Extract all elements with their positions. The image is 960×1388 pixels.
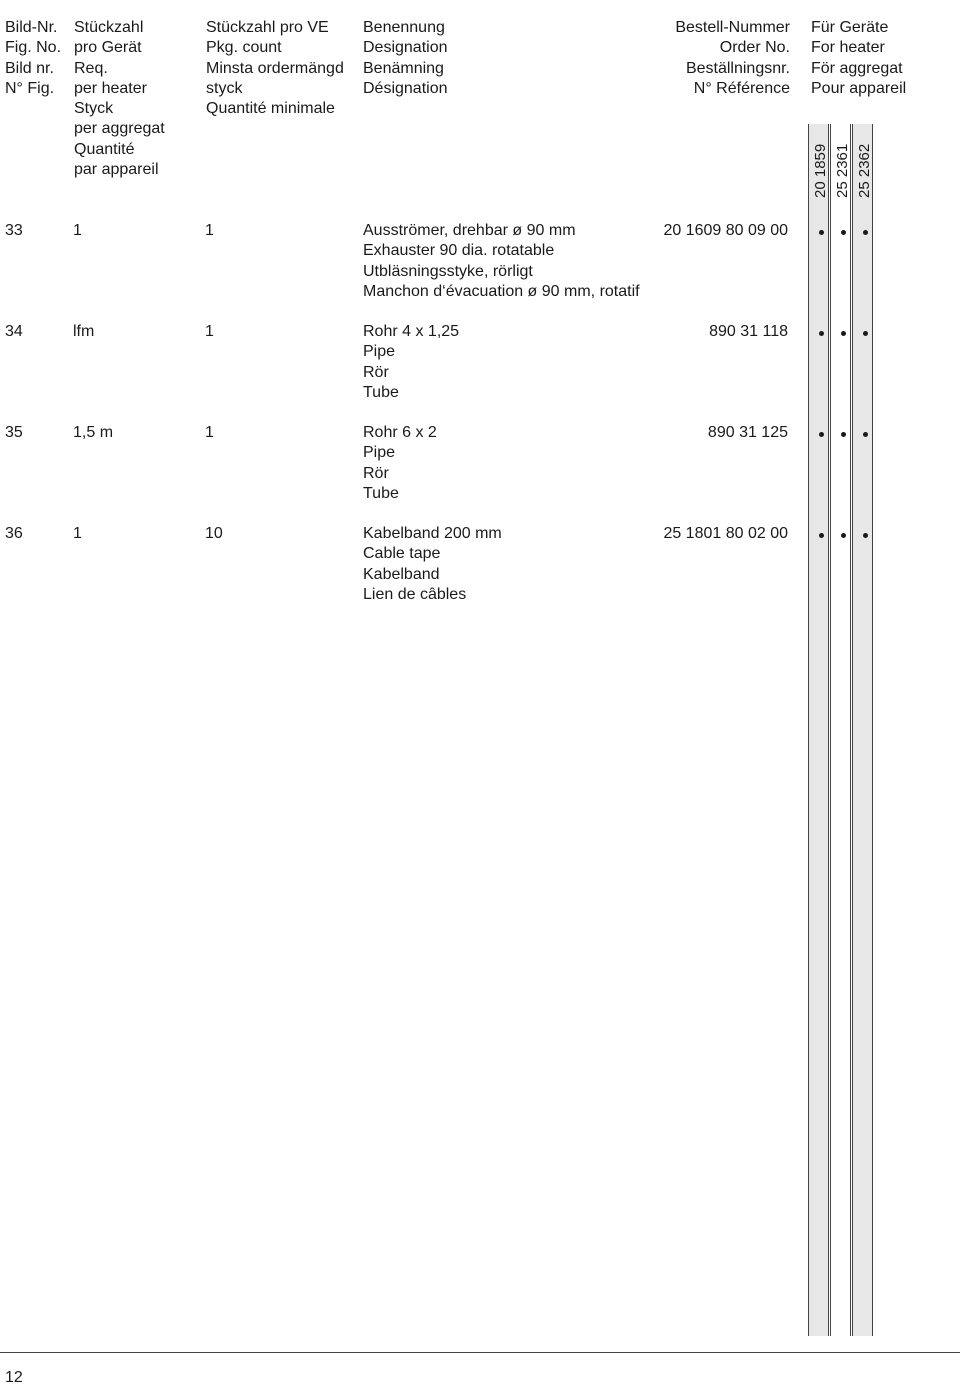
header-order-line: N° Référence bbox=[693, 79, 790, 97]
header-devices-line: Pour appareil bbox=[811, 79, 907, 97]
fits-device-dot bbox=[819, 331, 824, 336]
designation-line: Rör bbox=[363, 363, 389, 381]
fits-device-dot bbox=[841, 331, 846, 336]
header-order-line: Beställningsnr. bbox=[685, 59, 790, 77]
header-order-line: Bestell-Nummer bbox=[675, 19, 790, 36]
header-order-column bbox=[560, 18, 790, 99]
header-devices-line: Für Geräte bbox=[811, 19, 889, 36]
fits-device-dot bbox=[819, 230, 824, 235]
header-qty-line: pro Gerät bbox=[74, 39, 142, 57]
row-quantity: 1 bbox=[73, 525, 82, 542]
header-fig-line: Fig. No. bbox=[5, 39, 62, 57]
fits-device-dot bbox=[841, 230, 846, 235]
device-column-stripe bbox=[852, 124, 873, 1336]
header-designation-column bbox=[363, 18, 448, 99]
designation-line: Lien de câbles bbox=[363, 585, 467, 603]
header-fig-line: Bild-Nr. bbox=[5, 19, 58, 36]
header-pkg-line: Quantité minimale bbox=[206, 100, 335, 118]
designation-line: Rör bbox=[363, 464, 389, 482]
header-devices-line: För aggregat bbox=[811, 59, 903, 77]
designation-line: Kabelband bbox=[363, 565, 440, 583]
designation-line: Kabelband 200 mm bbox=[363, 525, 502, 542]
row-fig-number: 36 bbox=[5, 525, 23, 542]
header-pkg-line: styck bbox=[206, 79, 243, 97]
row-designation bbox=[363, 423, 437, 504]
header-fig-line: N° Fig. bbox=[5, 79, 55, 97]
row-pkg-count: 1 bbox=[205, 424, 214, 441]
header-qty-line: per aggregat bbox=[74, 120, 165, 138]
designation-line: Tube bbox=[363, 484, 399, 502]
row-order-number: 25 1801 80 02 00 bbox=[663, 525, 788, 542]
designation-line: Pipe bbox=[363, 343, 396, 361]
header-pkg-line: Minsta ordermängd bbox=[206, 59, 344, 77]
header-qty-column bbox=[74, 18, 165, 180]
device-column-stripe bbox=[808, 124, 829, 1336]
fits-device-dot bbox=[819, 432, 824, 437]
row-fig-number: 34 bbox=[5, 323, 23, 340]
designation-line: Tube bbox=[363, 383, 399, 401]
designation-line: Rohr 6 x 2 bbox=[363, 424, 437, 441]
fits-device-dot bbox=[863, 331, 868, 336]
device-column-stripe bbox=[830, 124, 851, 1336]
device-model-label: 25 2362 bbox=[856, 143, 873, 198]
header-designation-line: Designation bbox=[363, 39, 448, 57]
designation-line: Rohr 4 x 1,25 bbox=[363, 323, 460, 340]
fits-device-dot bbox=[841, 432, 846, 437]
header-pkg-column bbox=[206, 18, 344, 119]
header-order-line: Order No. bbox=[719, 39, 790, 57]
header-qty-line: Stückzahl bbox=[74, 19, 144, 36]
header-fig-line: Bild nr. bbox=[5, 59, 54, 77]
header-designation-line: Benennung bbox=[363, 19, 445, 36]
device-model-label: 25 2361 bbox=[834, 143, 851, 198]
row-pkg-count: 1 bbox=[205, 222, 214, 239]
footer-divider bbox=[0, 1352, 960, 1353]
header-designation-line: Désignation bbox=[363, 79, 448, 97]
fits-device-dot bbox=[841, 533, 846, 538]
designation-line: Manchon d‘évacuation ø 90 mm, rotatif bbox=[363, 282, 640, 300]
designation-line: Ausströmer, drehbar ø 90 mm bbox=[363, 222, 576, 239]
header-pkg-line: Pkg. count bbox=[206, 39, 282, 57]
header-designation-line: Benämning bbox=[363, 59, 444, 77]
row-pkg-count: 1 bbox=[205, 323, 214, 340]
header-qty-line: Quantité bbox=[74, 140, 135, 158]
header-pkg-line: Stückzahl pro VE bbox=[206, 19, 329, 36]
row-order-number: 890 31 118 bbox=[709, 323, 788, 340]
header-qty-line: par appareil bbox=[74, 161, 159, 179]
page-number: 12 bbox=[5, 1369, 23, 1386]
row-order-number: 20 1609 80 09 00 bbox=[663, 222, 788, 239]
header-devices-column bbox=[811, 18, 906, 99]
row-quantity: lfm bbox=[73, 323, 95, 340]
fits-device-dot bbox=[863, 230, 868, 235]
header-qty-line: Req. bbox=[74, 59, 108, 77]
designation-line: Pipe bbox=[363, 444, 396, 462]
row-fig-number: 33 bbox=[5, 222, 23, 239]
designation-line: Cable tape bbox=[363, 545, 441, 563]
device-model-label: 20 1859 bbox=[812, 143, 829, 198]
row-designation bbox=[363, 322, 459, 403]
header-fig-column bbox=[5, 18, 61, 99]
fits-device-dot bbox=[819, 533, 824, 538]
designation-line: Exhauster 90 dia. rotatable bbox=[363, 242, 555, 260]
fits-device-dot bbox=[863, 432, 868, 437]
header-qty-line: per heater bbox=[74, 79, 147, 97]
row-pkg-count: 10 bbox=[205, 525, 223, 542]
row-designation bbox=[363, 524, 502, 605]
designation-line: Utbläsningsstyke, rörligt bbox=[363, 262, 533, 280]
header-devices-line: For heater bbox=[811, 39, 885, 57]
row-quantity: 1 bbox=[73, 222, 82, 239]
row-fig-number: 35 bbox=[5, 424, 23, 441]
header-qty-line: Styck bbox=[74, 100, 114, 118]
row-order-number: 890 31 125 bbox=[707, 424, 788, 441]
fits-device-dot bbox=[863, 533, 868, 538]
row-quantity: 1,5 m bbox=[73, 424, 114, 441]
